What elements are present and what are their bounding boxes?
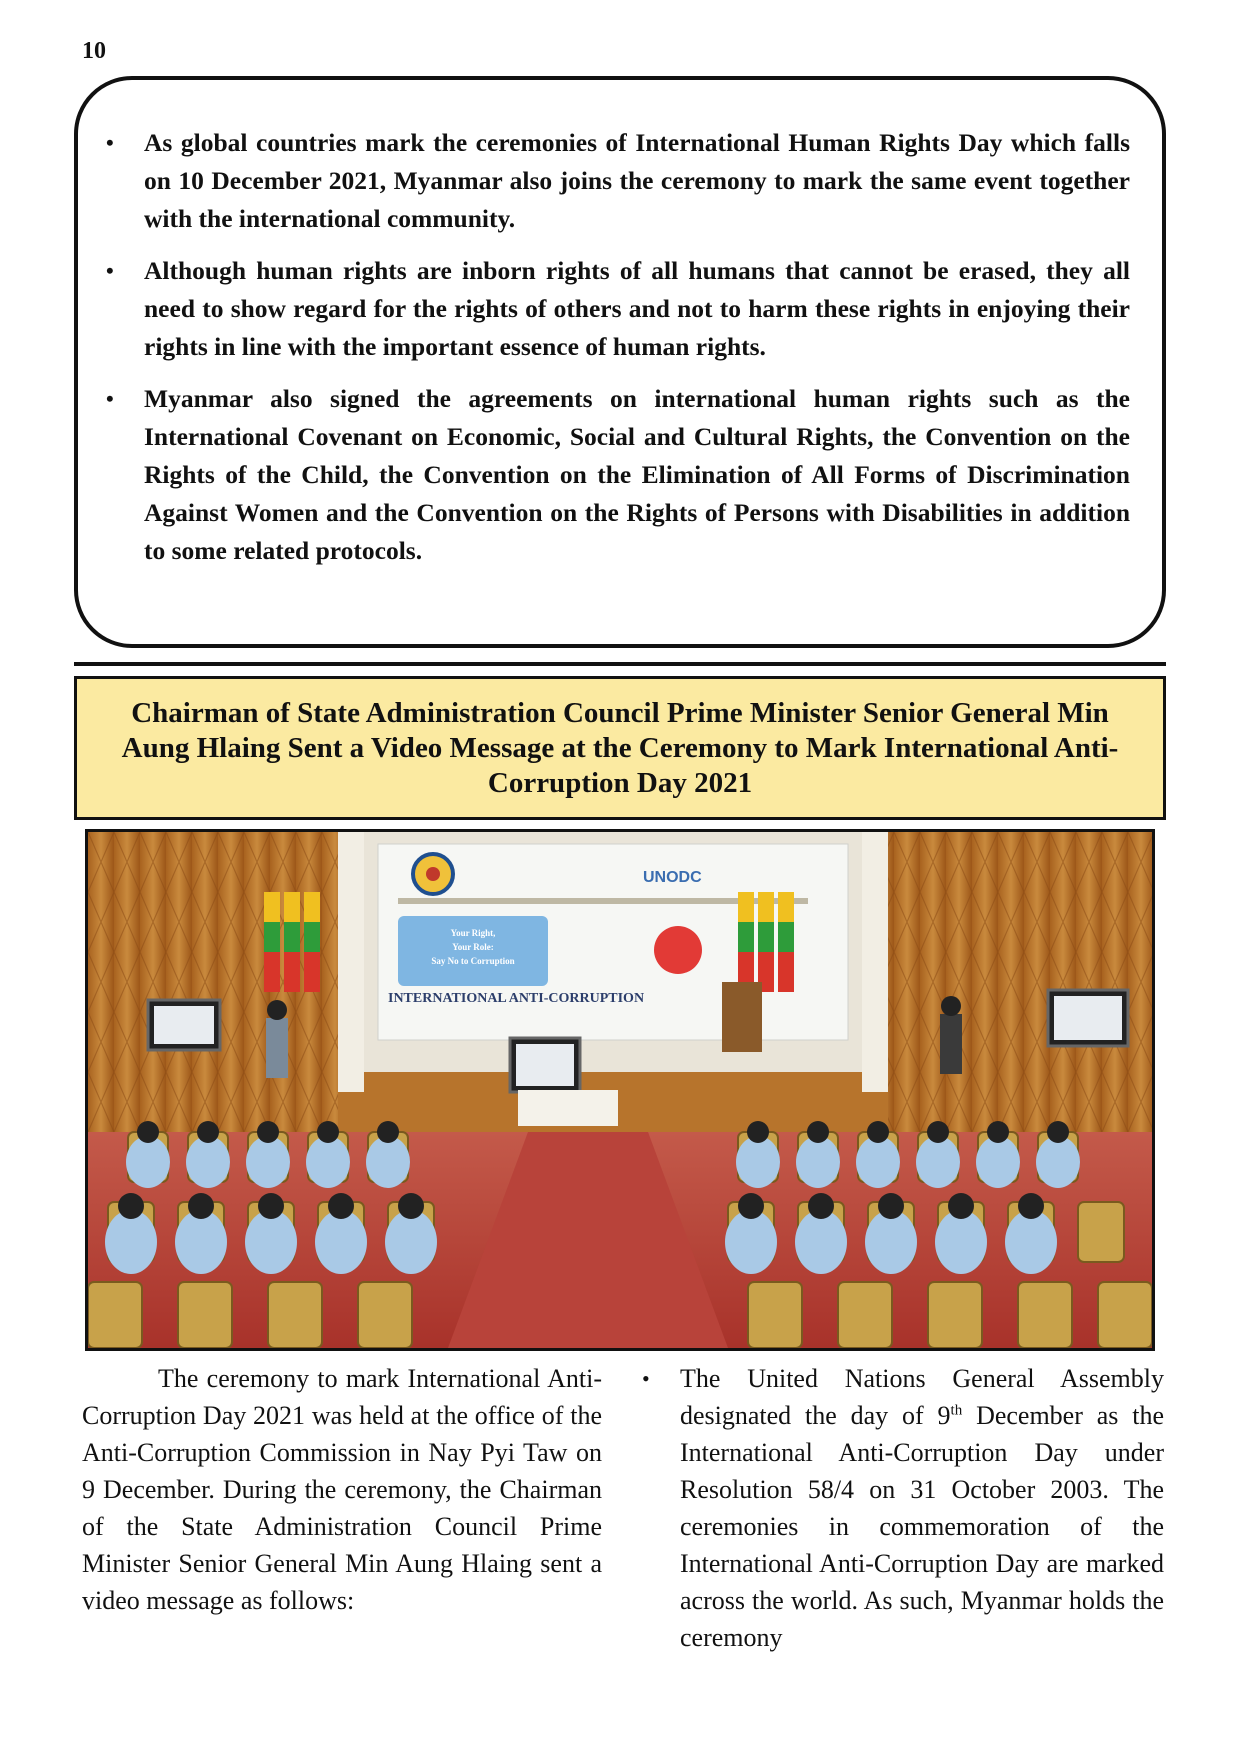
summary-bullet: • Myanmar also signed the agreements on international human rights such as the International Covenant on Economic, Social and Cultural Rights, the Convention on the Rights of the Child, the Convention on the Elimination of All Forms of Discrimination Against Women and the Convention on the Rights of Persons with Disabilities in addition to some related protocols. (144, 380, 1130, 570)
article-left-column (82, 1360, 602, 1619)
bullet-icon: • (642, 1366, 650, 1391)
banner-slogan-line-1: Your Right, (450, 928, 496, 938)
article-right-column (642, 1360, 1164, 1656)
summary-box (74, 76, 1166, 648)
page-number: 10 (82, 38, 106, 64)
bullet-icon: • (106, 130, 114, 155)
banner-title: INTERNATIONAL ANTI-CORRUPTION (388, 991, 645, 1006)
banner-slogan-line-3: Say No to Corruption (431, 956, 515, 966)
banner-slogan-line-2: Your Role: (452, 942, 494, 952)
summary-list (78, 80, 1162, 570)
article-headline-box (74, 676, 1166, 820)
banner-org-label: UNODC (643, 869, 702, 886)
bullet-icon: • (106, 258, 114, 283)
flag-group-right (738, 892, 794, 992)
article-bullet-paragraph: The United Nations General Assembly designated the day of 9th December as the International Anti-Corruption Day under Resolution 58/4 on 31 October 2003. The ceremonies in commemoration of the International Anti-Corruption Day are marked across the world. As such, Myanmar holds the ceremony (680, 1364, 1164, 1652)
article-headline: Chairman of State Administration Council Prime Minister Senior General Min Aung Hlaing Sent a Video Message at the Ceremony to Mark International Anti-Corruption Day 2021 (121, 696, 1119, 799)
section-divider (74, 662, 1166, 666)
bullet-icon: • (106, 386, 114, 411)
ceremony-photo (85, 829, 1155, 1351)
summary-bullet: • Although human rights are inborn rights of all humans that cannot be erased, they all need to show regard for the rights of others and not to harm these rights in enjoying their rights in line with the important essence of human rights. (144, 252, 1130, 366)
article-paragraph: The ceremony to mark International Anti-Corruption Day 2021 was held at the office of the Anti-Corruption Commission in Nay Pyi Taw on 9 December. During the ceremony, the Chairman of the State Administration Council Prime Minister Senior General Min Aung Hlaing sent a video message as follows: (82, 1364, 602, 1615)
summary-bullet: • As global countries mark the ceremonies of International Human Rights Day which falls on 10 December 2021, Myanmar also joins the ceremony to mark the same event together with the international community. (144, 124, 1130, 238)
flag-group-left (264, 892, 320, 992)
